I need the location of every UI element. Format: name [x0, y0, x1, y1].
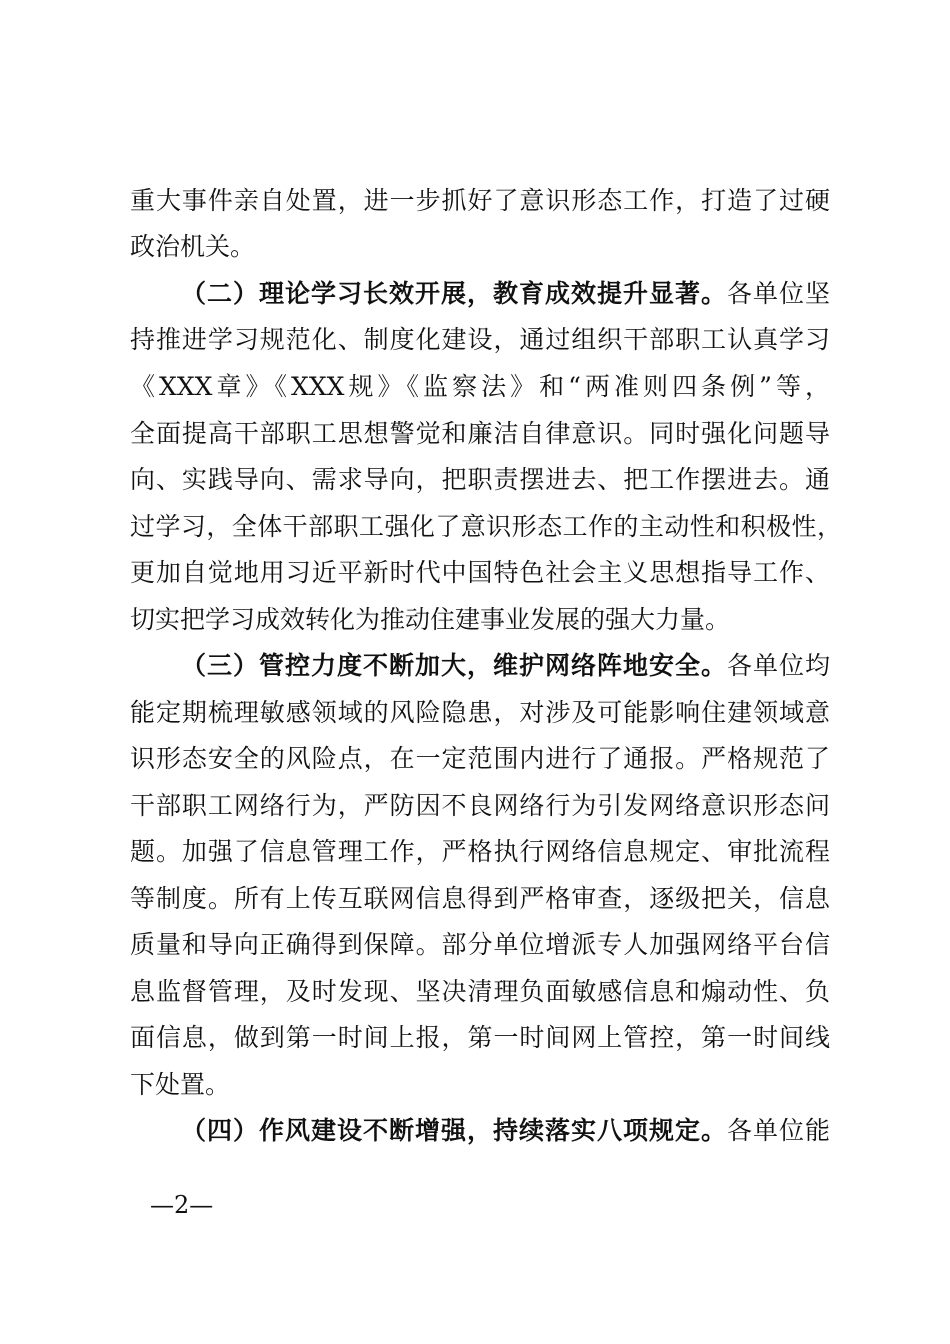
- body-line: 向、实践导向、需求导向，把职责摆进去、把工作摆进去。通: [130, 465, 830, 494]
- section-4-heading: （四）作风建设不断增强，持续落实八项规定。: [180, 1116, 727, 1145]
- body-line: 持推进学习规范化、制度化建设，通过组织干部职工认真学习: [130, 325, 830, 354]
- body-line: 干部职工网络行为，严防因不良网络行为引发网络意识形态问: [130, 791, 830, 820]
- section-2-lead-text: 各单位坚: [726, 279, 830, 308]
- body-line: 下处置。: [130, 1070, 231, 1099]
- body-line: 等制度。所有上传互联网信息得到严格审查，逐级把关，信息: [130, 884, 830, 913]
- section-3-heading: （三）管控力度不断加大，维护网络阵地安全。: [180, 651, 727, 680]
- section-4-first-line: [130, 1111, 830, 1151]
- page-number: —2—: [150, 1191, 214, 1219]
- body-line: 更加自觉地用习近平新时代中国特色社会主义思想指导工作、: [130, 558, 830, 587]
- body-line: 能定期梳理敏感领域的风险隐患，对涉及可能影响住建领域意: [130, 698, 830, 727]
- body-line: 政治机关。: [130, 232, 256, 261]
- body-line: 《XXX章》《XXX规》《监察法》和“两准则四条例”等，: [130, 372, 830, 401]
- section-3-first-line: [130, 646, 830, 686]
- section-3-lead-text: 各单位均: [726, 651, 830, 680]
- body-line: 切实把学习成效转化为推动住建事业发展的强大力量。: [130, 605, 731, 634]
- body-line: 息监督管理，及时发现、坚决清理负面敏感信息和煽动性、负: [130, 977, 830, 1006]
- body-line: 全面提高干部职工思想警觉和廉洁自律意识。同时强化问题导: [130, 419, 830, 448]
- body-line: 质量和导向正确得到保障。部分单位增派专人加强网络平台信: [130, 930, 830, 959]
- body-line: 识形态安全的风险点，在一定范围内进行了通报。严格规范了: [130, 744, 830, 773]
- section-2-heading: （二）理论学习长效开展，教育成效提升显著。: [180, 279, 727, 308]
- body-line: 题。加强了信息管理工作，严格执行网络信息规定、审批流程: [130, 837, 830, 866]
- section-2-first-line: [130, 274, 830, 314]
- body-line: 重大事件亲自处置，进一步抓好了意识形态工作，打造了过硬: [130, 186, 830, 215]
- section-4-lead-text: 各单位能: [726, 1116, 830, 1145]
- body-line: 面信息，做到第一时间上报，第一时间网上管控，第一时间线: [130, 1023, 830, 1052]
- body-line: 过学习，全体干部职工强化了意识形态工作的主动性和积极性，: [130, 512, 842, 541]
